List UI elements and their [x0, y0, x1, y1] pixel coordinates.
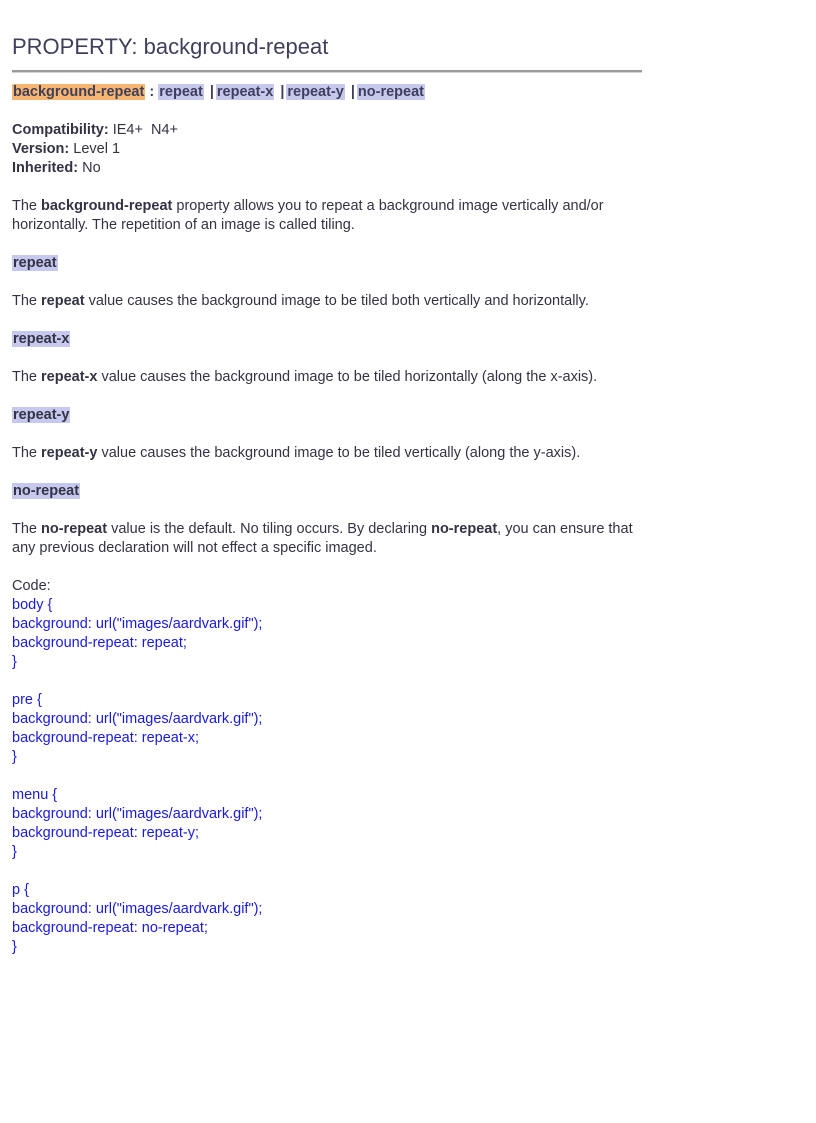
syntax-value: repeat-y — [287, 84, 344, 100]
description-text: The — [12, 293, 42, 309]
code-line: background: url("images/aardvark.gif"); — [12, 806, 263, 822]
syntax-property: background-repeat — [13, 84, 145, 100]
code-line: } — [12, 844, 17, 860]
code-line: } — [12, 749, 17, 765]
version-row — [12, 140, 642, 159]
code-line: background-repeat: repeat; — [12, 635, 187, 651]
code-sample — [12, 596, 642, 957]
inherited-value: No — [82, 160, 101, 176]
code-line: background: url("images/aardvark.gif"); — [12, 711, 263, 727]
code-line: background-repeat: no-repeat; — [12, 920, 208, 936]
version-label: Version: — [12, 141, 70, 157]
code-block-body — [12, 596, 642, 672]
code-line: background-repeat: repeat-x; — [12, 730, 199, 746]
compatibility-label: Compatibility: — [12, 122, 109, 138]
description-value-name: repeat — [41, 293, 85, 309]
description-text: The — [12, 445, 42, 461]
code-line: } — [12, 939, 17, 955]
document-page — [12, 0, 642, 957]
value-description-repeat — [12, 292, 642, 311]
code-block-pre — [12, 691, 642, 767]
intro-text: property allows you to repeat a background image vertically and/or horizontally. The repetition of an image is called tiling. — [12, 198, 604, 233]
syntax-value: repeat-x — [216, 84, 274, 100]
code-line: body { — [12, 597, 53, 613]
title-divider — [12, 70, 642, 73]
intro-property-name: background-repeat — [41, 198, 173, 214]
value-heading-label: no-repeat — [13, 483, 80, 499]
value-heading-label: repeat — [13, 255, 57, 271]
code-line: background: url("images/aardvark.gif"); — [12, 616, 263, 632]
value-heading-repeat-x — [12, 330, 642, 349]
description-value-name: no-repeat — [431, 521, 498, 537]
code-block-p — [12, 881, 642, 957]
description-text: value is the default. No tiling occurs. By declaring — [107, 521, 432, 537]
value-heading-no-repeat — [12, 482, 642, 501]
intro-text: The — [12, 198, 42, 214]
code-line: p { — [12, 882, 29, 898]
description-value-name: repeat-x — [41, 369, 98, 385]
compatibility-row — [12, 121, 642, 140]
code-line: background-repeat: repeat-y; — [12, 825, 199, 841]
value-heading-label: repeat-y — [13, 407, 70, 423]
value-heading-repeat-y — [12, 406, 642, 425]
description-value-name: no-repeat — [41, 521, 108, 537]
value-description-repeat-x — [12, 368, 642, 387]
description-text: The — [12, 369, 42, 385]
code-block-menu — [12, 786, 642, 862]
compatibility-value: IE4+ N4+ — [112, 122, 178, 138]
code-line: menu { — [12, 787, 58, 803]
code-line: background: url("images/aardvark.gif"); — [12, 901, 263, 917]
version-value: Level 1 — [73, 141, 121, 157]
code-label: Code: — [12, 578, 51, 594]
description-text: , you can ensure that any previous declaration will not effect a specific imaged. — [12, 521, 633, 556]
page-title: PROPERTY: background-repeat — [12, 34, 329, 59]
syntax-separator: | — [209, 84, 214, 100]
description-text: value causes the background image to be tiled vertically (along the y-axis). — [97, 445, 581, 461]
syntax-separator: | — [350, 84, 355, 100]
syntax-value: repeat — [159, 84, 203, 100]
description-text: value causes the background image to be tiled both vertically and horizontally. — [84, 293, 589, 309]
inherited-label: Inherited: — [12, 160, 79, 176]
syntax-line — [12, 83, 642, 102]
value-description-no-repeat — [12, 520, 642, 558]
description-text: The — [12, 521, 42, 537]
intro-paragraph — [12, 197, 642, 235]
value-heading-label: repeat-x — [13, 331, 70, 347]
syntax-value: no-repeat — [357, 84, 424, 100]
syntax-colon: : — [149, 84, 155, 100]
code-line: } — [12, 654, 17, 670]
code-line: pre { — [12, 692, 42, 708]
syntax-separator: | — [280, 84, 285, 100]
property-meta — [12, 121, 642, 178]
value-description-repeat-y — [12, 444, 642, 463]
description-text: value causes the background image to be tiled horizontally (along the x-axis). — [97, 369, 598, 385]
description-value-name: repeat-y — [41, 445, 98, 461]
inherited-row — [12, 159, 642, 178]
value-heading-repeat — [12, 254, 642, 273]
